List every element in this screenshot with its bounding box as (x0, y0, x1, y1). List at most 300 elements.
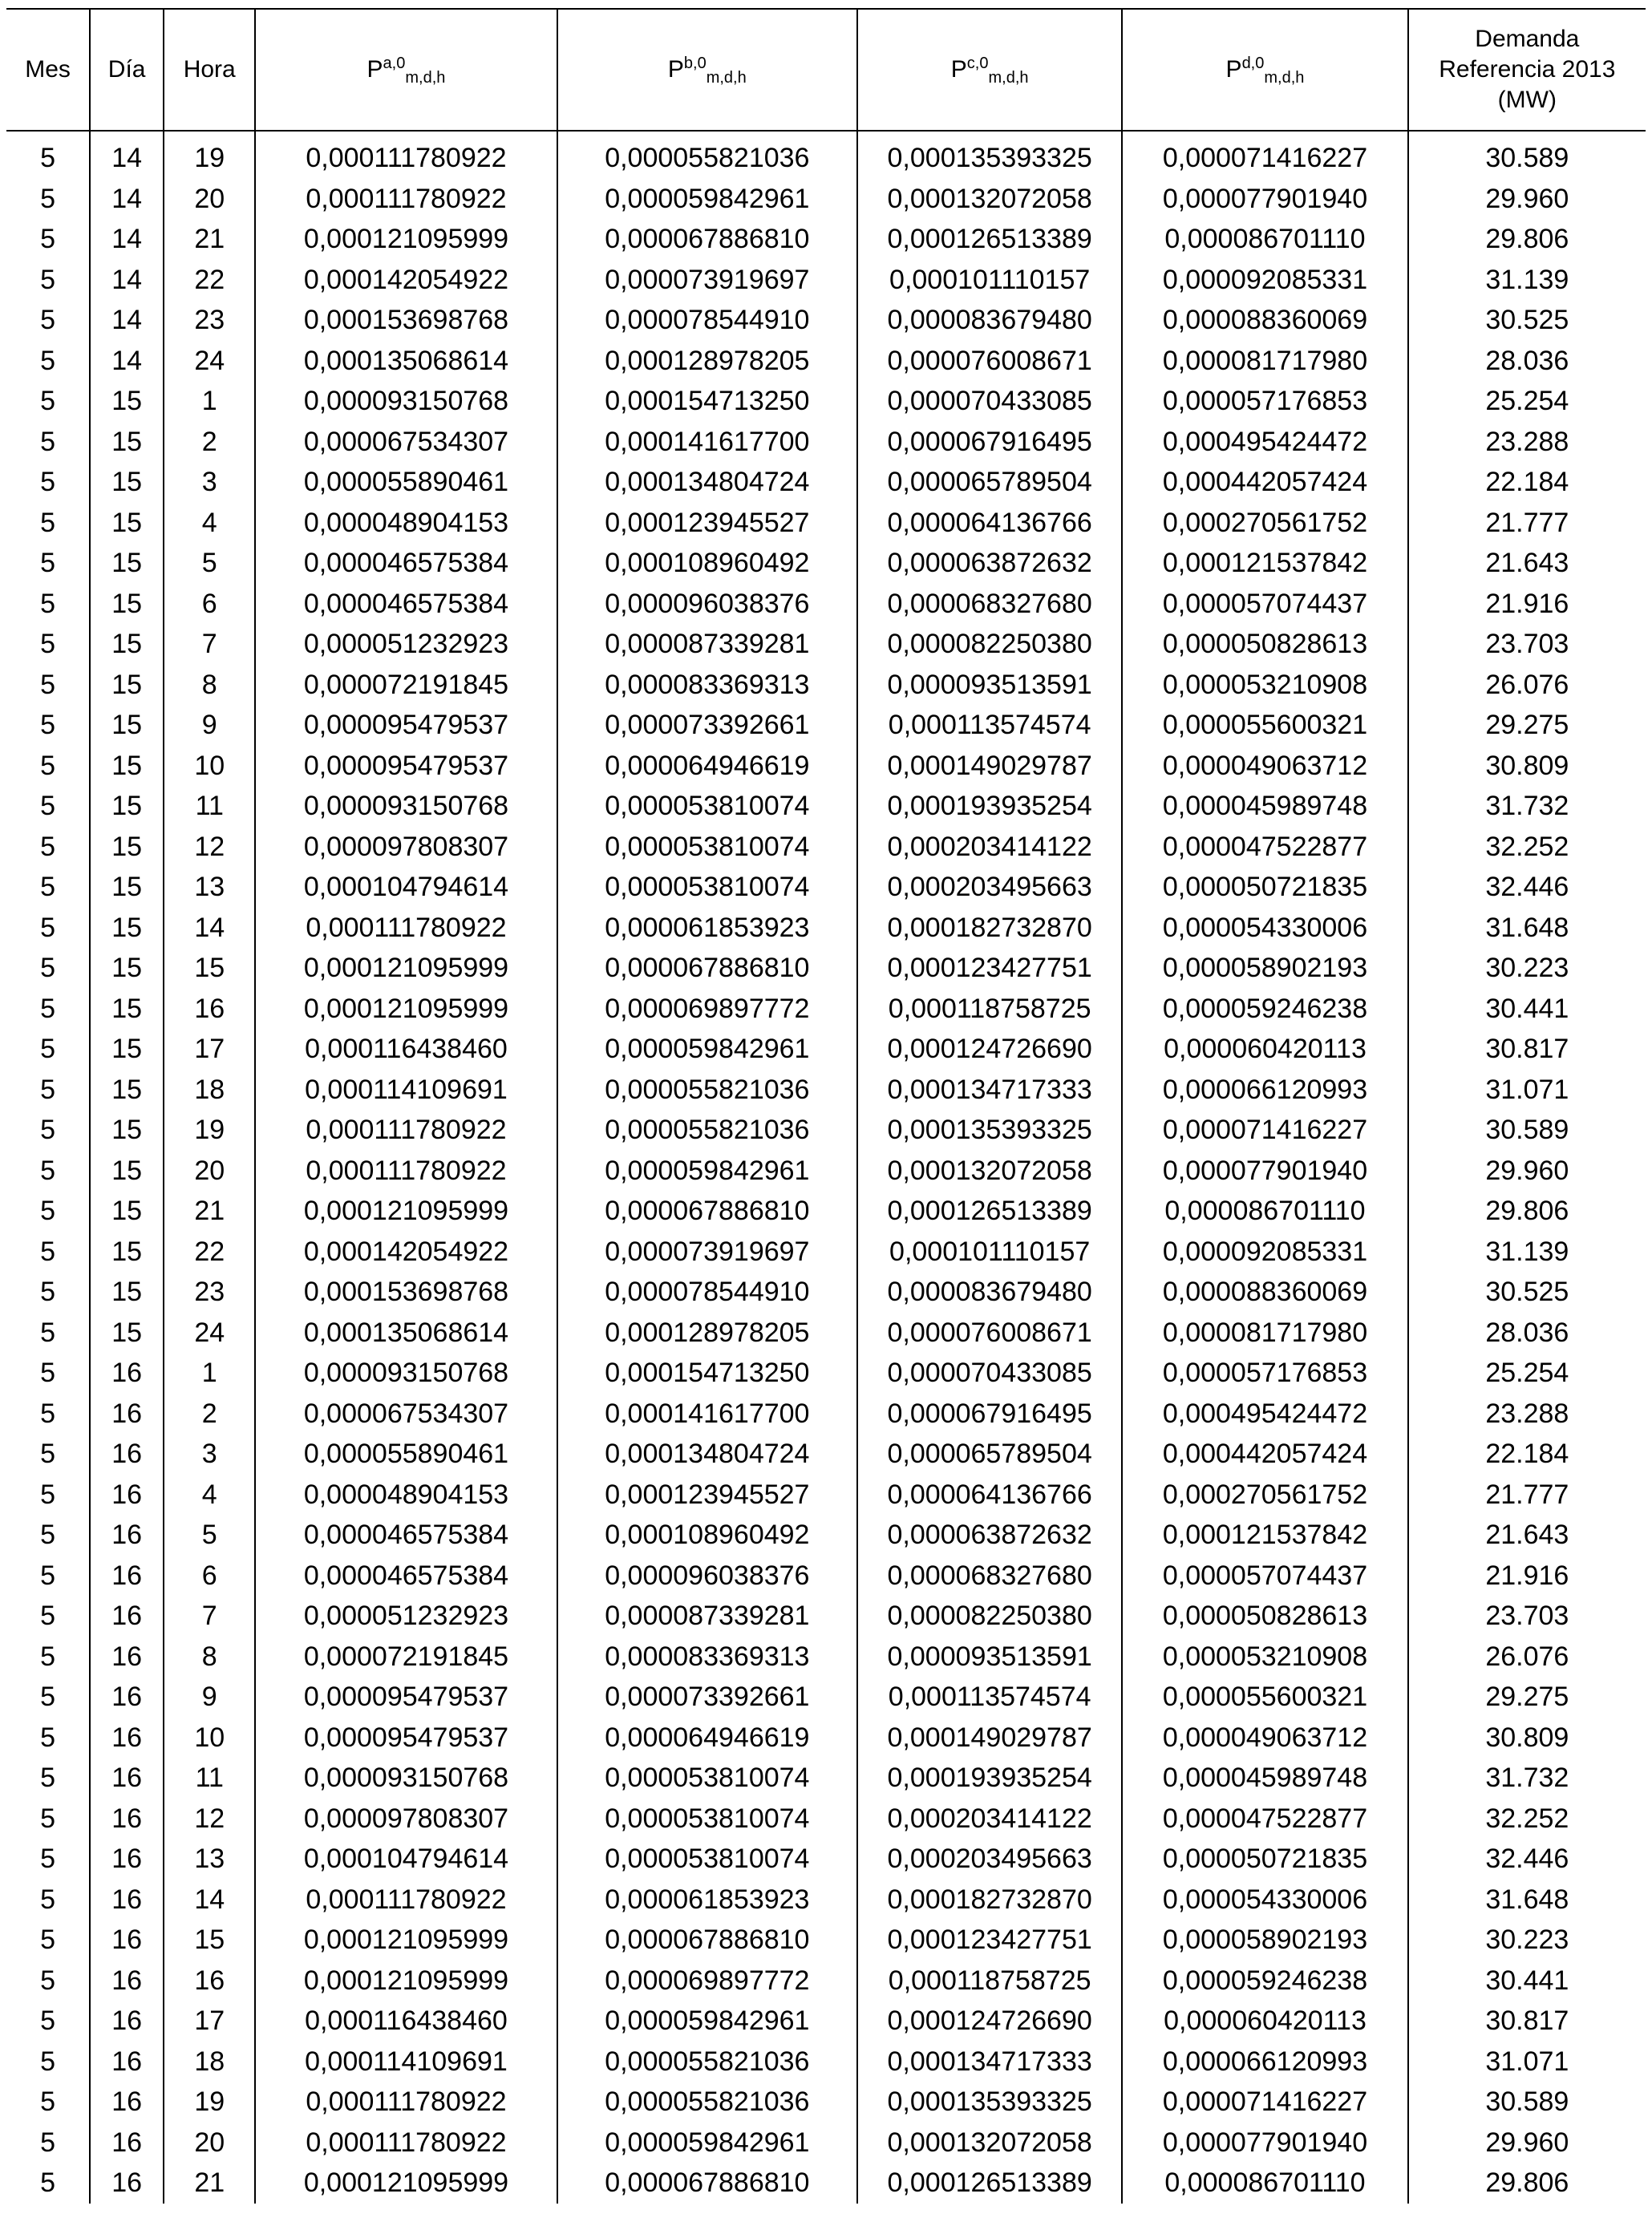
cell-demanda: 29.960 (1408, 1151, 1646, 1192)
cell-pb: 0,000055821036 (557, 1110, 857, 1151)
cell-demanda: 30.589 (1408, 1110, 1646, 1151)
cell-pa: 0,000046575384 (255, 543, 557, 584)
cell-pd: 0,000077901940 (1122, 179, 1407, 220)
cell-demanda: 23.703 (1408, 1596, 1646, 1637)
cell-mes: 5 (40, 1398, 55, 1429)
cell-demanda: 32.446 (1408, 867, 1646, 908)
cell-pc: 0,000123427751 (857, 1920, 1122, 1961)
cell-pd: 0,000055600321 (1122, 1677, 1407, 1718)
cell-demanda: 29.275 (1408, 705, 1646, 746)
cell-pb: 0,000059842961 (557, 179, 857, 220)
cell-pd: 0,000053210908 (1122, 1637, 1407, 1678)
cell-pd: 0,000057074437 (1122, 584, 1407, 625)
cell-pc: 0,000113574574 (857, 1677, 1122, 1718)
cell-dia: 16 (90, 1718, 164, 1759)
cell-pb: 0,000123945527 (557, 503, 857, 544)
cell-pa: 0,000142054922 (255, 260, 557, 301)
header-pa-sup: a,0 (383, 55, 406, 72)
cell-mes: 5 (40, 1074, 55, 1105)
cell-pa: 0,000121095999 (255, 989, 557, 1030)
cell-demanda: 28.036 (1408, 1313, 1646, 1354)
table-row (6, 1677, 1646, 1718)
cell-pc: 0,000083679480 (857, 1272, 1122, 1313)
cell-mes: 5 (40, 2086, 55, 2118)
table-row (6, 1191, 1646, 1232)
cell-mes: 5 (40, 305, 55, 336)
cell-mes: 5 (40, 1479, 55, 1510)
cell-pc: 0,000135393325 (857, 2082, 1122, 2123)
cell-dia: 15 (90, 381, 164, 422)
cell-mes: 5 (40, 2046, 55, 2077)
table-row (6, 1070, 1646, 1111)
cell-pb: 0,000141617700 (557, 1394, 857, 1435)
cell-dia: 15 (90, 543, 164, 584)
table-row (6, 543, 1646, 584)
cell-pb: 0,000128978205 (557, 341, 857, 382)
cell-mes: 5 (40, 1358, 55, 1389)
cell-hora: 18 (164, 2042, 255, 2082)
header-pd-base: P (1225, 56, 1242, 83)
cell-pc: 0,000068327680 (857, 584, 1122, 625)
cell-mes: 5 (40, 588, 55, 619)
header-row (6, 9, 1646, 131)
cell-hora: 12 (164, 827, 255, 868)
cell-mes: 5 (40, 1884, 55, 1915)
cell-dia: 15 (90, 665, 164, 706)
cell-pd: 0,000050828613 (1122, 1596, 1407, 1637)
cell-pc: 0,000082250380 (857, 1596, 1122, 1637)
cell-pc: 0,000134717333 (857, 2042, 1122, 2082)
cell-pd: 0,000059246238 (1122, 1961, 1407, 2001)
cell-pd: 0,000088360069 (1122, 1272, 1407, 1313)
cell-pd: 0,000050721835 (1122, 1839, 1407, 1880)
cell-pb: 0,000096038376 (557, 584, 857, 625)
cell-pc: 0,000101110157 (857, 1232, 1122, 1273)
cell-mes: 5 (40, 2127, 55, 2158)
cell-hora: 23 (164, 1272, 255, 1313)
cell-demanda: 32.252 (1408, 827, 1646, 868)
cell-demanda: 30.441 (1408, 989, 1646, 1030)
cell-pb: 0,000083369313 (557, 665, 857, 706)
header-pb (557, 9, 857, 131)
cell-pd: 0,000047522877 (1122, 827, 1407, 868)
cell-hora: 10 (164, 746, 255, 787)
cell-hora: 6 (164, 1556, 255, 1597)
cell-hora: 8 (164, 1637, 255, 1678)
cell-demanda: 23.703 (1408, 624, 1646, 665)
cell-mes: 5 (40, 183, 55, 214)
cell-demanda: 23.288 (1408, 1394, 1646, 1435)
header-hora: Hora (164, 9, 255, 131)
cell-hora: 13 (164, 1839, 255, 1880)
cell-mes: 5 (40, 548, 55, 579)
cell-pd: 0,000057074437 (1122, 1556, 1407, 1597)
table-row (6, 1434, 1646, 1475)
cell-pa: 0,000095479537 (255, 746, 557, 787)
cell-mes: 5 (40, 143, 55, 174)
cell-dia: 16 (90, 1839, 164, 1880)
cell-pa: 0,000111780922 (255, 1151, 557, 1192)
cell-demanda: 21.643 (1408, 1515, 1646, 1556)
cell-pd: 0,000086701110 (1122, 2163, 1407, 2204)
cell-dia: 15 (90, 1110, 164, 1151)
cell-pd: 0,000060420113 (1122, 1029, 1407, 1070)
table-row (6, 665, 1646, 706)
cell-demanda: 31.071 (1408, 1070, 1646, 1111)
header-pa-base: P (366, 56, 383, 83)
table-row (6, 1029, 1646, 1070)
cell-hora: 2 (164, 1394, 255, 1435)
cell-pb: 0,000061853923 (557, 908, 857, 949)
cell-pa: 0,000111780922 (255, 2082, 557, 2123)
cell-mes: 5 (40, 1439, 55, 1470)
cell-pa: 0,000055890461 (255, 462, 557, 503)
cell-pa: 0,000046575384 (255, 1515, 557, 1556)
cell-dia: 15 (90, 1232, 164, 1273)
header-pd-sub: m,d,h (1264, 69, 1305, 87)
cell-dia: 14 (90, 131, 164, 179)
cell-hora: 14 (164, 1880, 255, 1920)
cell-pd: 0,000055600321 (1122, 705, 1407, 746)
table-row (6, 989, 1646, 1030)
cell-dia: 15 (90, 1029, 164, 1070)
cell-dia: 16 (90, 1637, 164, 1678)
cell-demanda: 29.806 (1408, 2163, 1646, 2204)
table-row (6, 1799, 1646, 1839)
table-row (6, 705, 1646, 746)
cell-dia: 15 (90, 1272, 164, 1313)
cell-dia: 15 (90, 422, 164, 463)
cell-pd: 0,000059246238 (1122, 989, 1407, 1030)
cell-hora: 19 (164, 1110, 255, 1151)
cell-dia: 16 (90, 1880, 164, 1920)
cell-pa: 0,000048904153 (255, 1475, 557, 1516)
table-row (6, 1313, 1646, 1354)
table-row (6, 2001, 1646, 2042)
cell-pd: 0,000045989748 (1122, 786, 1407, 827)
cell-pb: 0,000134804724 (557, 1434, 857, 1475)
table-row (6, 2123, 1646, 2163)
cell-dia: 14 (90, 179, 164, 220)
cell-pa: 0,000114109691 (255, 1070, 557, 1111)
table-row (6, 908, 1646, 949)
table-row (6, 300, 1646, 341)
cell-pd: 0,000071416227 (1122, 1110, 1407, 1151)
cell-pb: 0,000067886810 (557, 219, 857, 260)
cell-hora: 20 (164, 1151, 255, 1192)
cell-pc: 0,000132072058 (857, 179, 1122, 220)
cell-pc: 0,000076008671 (857, 341, 1122, 382)
table-row (6, 219, 1646, 260)
cell-hora: 4 (164, 503, 255, 544)
cell-pd: 0,000054330006 (1122, 908, 1407, 949)
cell-mes: 5 (40, 1115, 55, 1146)
cell-pa: 0,000111780922 (255, 1880, 557, 1920)
cell-pa: 0,000121095999 (255, 1191, 557, 1232)
table-row (6, 1839, 1646, 1880)
cell-hora: 1 (164, 1353, 255, 1394)
cell-hora: 5 (164, 1515, 255, 1556)
cell-pd: 0,000495424472 (1122, 422, 1407, 463)
cell-pa: 0,000153698768 (255, 300, 557, 341)
cell-demanda: 30.441 (1408, 1961, 1646, 2001)
cell-pb: 0,000055821036 (557, 2082, 857, 2123)
cell-hora: 22 (164, 1232, 255, 1273)
cell-mes: 5 (40, 993, 55, 1024)
cell-mes: 5 (40, 1317, 55, 1348)
table-row (6, 1920, 1646, 1961)
cell-demanda: 21.916 (1408, 1556, 1646, 1597)
cell-demanda: 21.643 (1408, 543, 1646, 584)
cell-pc: 0,000118758725 (857, 989, 1122, 1030)
cell-pb: 0,000064946619 (557, 746, 857, 787)
cell-dia: 16 (90, 1677, 164, 1718)
cell-pd: 0,000442057424 (1122, 462, 1407, 503)
cell-pb: 0,000055821036 (557, 131, 857, 179)
cell-pd: 0,000270561752 (1122, 503, 1407, 544)
cell-pc: 0,000064136766 (857, 503, 1122, 544)
cell-pa: 0,000121095999 (255, 1920, 557, 1961)
cell-pa: 0,000046575384 (255, 1556, 557, 1597)
cell-hora: 14 (164, 908, 255, 949)
cell-pa: 0,000055890461 (255, 1434, 557, 1475)
cell-mes: 5 (40, 386, 55, 417)
cell-pb: 0,000073392661 (557, 1677, 857, 1718)
cell-hora: 20 (164, 2123, 255, 2163)
cell-dia: 16 (90, 1799, 164, 1839)
cell-pb: 0,000123945527 (557, 1475, 857, 1516)
table-row (6, 422, 1646, 463)
cell-hora: 11 (164, 786, 255, 827)
cell-dia: 15 (90, 624, 164, 665)
table-row (6, 1394, 1646, 1435)
cell-pc: 0,000083679480 (857, 300, 1122, 341)
cell-pa: 0,000114109691 (255, 2042, 557, 2082)
cell-pb: 0,000134804724 (557, 462, 857, 503)
cell-pc: 0,000063872632 (857, 543, 1122, 584)
cell-dia: 15 (90, 827, 164, 868)
cell-pb: 0,000087339281 (557, 1596, 857, 1637)
cell-hora: 3 (164, 1434, 255, 1475)
cell-dia: 15 (90, 462, 164, 503)
cell-mes: 5 (40, 710, 55, 741)
cell-mes: 5 (40, 2005, 55, 2037)
cell-pb: 0,000059842961 (557, 2001, 857, 2042)
cell-pb: 0,000059842961 (557, 1151, 857, 1192)
cell-pd: 0,000066120993 (1122, 1070, 1407, 1111)
cell-hora: 19 (164, 2082, 255, 2123)
table-row (6, 1880, 1646, 1920)
cell-pb: 0,000055821036 (557, 2042, 857, 2082)
cell-pc: 0,000101110157 (857, 260, 1122, 301)
cell-pa: 0,000093150768 (255, 786, 557, 827)
cell-pa: 0,000072191845 (255, 1637, 557, 1678)
header-pa (255, 9, 557, 131)
cell-pc: 0,000123427751 (857, 948, 1122, 989)
cell-hora: 11 (164, 1758, 255, 1799)
cell-demanda: 31.732 (1408, 1758, 1646, 1799)
cell-pa: 0,000095479537 (255, 1718, 557, 1759)
cell-pc: 0,000118758725 (857, 1961, 1122, 2001)
cell-pa: 0,000135068614 (255, 1313, 557, 1354)
cell-hora: 8 (164, 665, 255, 706)
cell-pa: 0,000051232923 (255, 1596, 557, 1637)
header-pa-sub: m,d,h (405, 69, 446, 87)
cell-hora: 9 (164, 705, 255, 746)
cell-pc: 0,000182732870 (857, 908, 1122, 949)
cell-mes: 5 (40, 1763, 55, 1794)
cell-pb: 0,000096038376 (557, 1556, 857, 1597)
cell-dia: 16 (90, 1556, 164, 1597)
table-row (6, 1151, 1646, 1192)
cell-pc: 0,000132072058 (857, 2123, 1122, 2163)
cell-hora: 23 (164, 300, 255, 341)
cell-pc: 0,000124726690 (857, 1029, 1122, 1070)
cell-dia: 16 (90, 1475, 164, 1516)
cell-pc: 0,000070433085 (857, 381, 1122, 422)
cell-pd: 0,000047522877 (1122, 1799, 1407, 1839)
cell-dia: 15 (90, 1070, 164, 1111)
cell-pb: 0,000053810074 (557, 827, 857, 868)
cell-hora: 16 (164, 1961, 255, 2001)
cell-pa: 0,000048904153 (255, 503, 557, 544)
cell-pd: 0,000121537842 (1122, 1515, 1407, 1556)
cell-pc: 0,000065789504 (857, 1434, 1122, 1475)
cell-pc: 0,000203414122 (857, 1799, 1122, 1839)
cell-mes: 5 (40, 467, 55, 498)
cell-pc: 0,000203495663 (857, 1839, 1122, 1880)
cell-demanda: 29.275 (1408, 1677, 1646, 1718)
cell-pd: 0,000092085331 (1122, 1232, 1407, 1273)
cell-pb: 0,000069897772 (557, 1961, 857, 2001)
cell-mes: 5 (40, 1844, 55, 1875)
table-row (6, 786, 1646, 827)
cell-hora: 24 (164, 1313, 255, 1354)
table-row (6, 2042, 1646, 2082)
cell-pb: 0,000053810074 (557, 1758, 857, 1799)
cell-pa: 0,000046575384 (255, 584, 557, 625)
cell-pd: 0,000081717980 (1122, 341, 1407, 382)
cell-pa: 0,000093150768 (255, 381, 557, 422)
cell-demanda: 21.777 (1408, 1475, 1646, 1516)
cell-pb: 0,000053810074 (557, 867, 857, 908)
cell-dia: 15 (90, 786, 164, 827)
cell-dia: 15 (90, 746, 164, 787)
cell-demanda: 29.806 (1408, 1191, 1646, 1232)
cell-pd: 0,000081717980 (1122, 1313, 1407, 1354)
cell-mes: 5 (40, 2167, 55, 2199)
cell-hora: 7 (164, 1596, 255, 1637)
cell-pb: 0,000083369313 (557, 1637, 857, 1678)
cell-pd: 0,000086701110 (1122, 1191, 1407, 1232)
cell-pd: 0,000050828613 (1122, 624, 1407, 665)
cell-pa: 0,000121095999 (255, 2163, 557, 2204)
cell-pb: 0,000154713250 (557, 1353, 857, 1394)
cell-demanda: 30.525 (1408, 1272, 1646, 1313)
table-row (6, 1961, 1646, 2001)
table-row (6, 260, 1646, 301)
cell-pd: 0,000058902193 (1122, 1920, 1407, 1961)
cell-demanda: 25.254 (1408, 1353, 1646, 1394)
cell-demanda: 31.139 (1408, 260, 1646, 301)
cell-pa: 0,000051232923 (255, 624, 557, 665)
header-pc-base: P (950, 56, 967, 83)
cell-mes: 5 (40, 1560, 55, 1591)
table-row (6, 1232, 1646, 1273)
cell-dia: 16 (90, 2001, 164, 2042)
cell-mes: 5 (40, 1641, 55, 1672)
cell-pb: 0,000069897772 (557, 989, 857, 1030)
cell-mes: 5 (40, 1924, 55, 1956)
cell-dia: 16 (90, 2082, 164, 2123)
table-row (6, 131, 1646, 179)
cell-mes: 5 (40, 345, 55, 376)
cell-pb: 0,000061853923 (557, 1880, 857, 1920)
cell-pc: 0,000182732870 (857, 1880, 1122, 1920)
table-row (6, 584, 1646, 625)
cell-pc: 0,000093513591 (857, 1637, 1122, 1678)
cell-pb: 0,000073919697 (557, 260, 857, 301)
cell-hora: 12 (164, 1799, 255, 1839)
cell-pa: 0,000097808307 (255, 1799, 557, 1839)
cell-pc: 0,000135393325 (857, 131, 1122, 179)
cell-pd: 0,000071416227 (1122, 2082, 1407, 2123)
cell-pa: 0,000072191845 (255, 665, 557, 706)
cell-dia: 16 (90, 1758, 164, 1799)
cell-hora: 2 (164, 422, 255, 463)
table-header (6, 9, 1646, 131)
cell-pb: 0,000073919697 (557, 1232, 857, 1273)
cell-dia: 16 (90, 1961, 164, 2001)
cell-pb: 0,000067886810 (557, 1191, 857, 1232)
cell-pa: 0,000093150768 (255, 1758, 557, 1799)
cell-pc: 0,000203495663 (857, 867, 1122, 908)
cell-pc: 0,000126513389 (857, 2163, 1122, 2204)
cell-dia: 16 (90, 1353, 164, 1394)
table-row (6, 1758, 1646, 1799)
cell-pa: 0,000104794614 (255, 1839, 557, 1880)
cell-pc: 0,000064136766 (857, 1475, 1122, 1516)
cell-pb: 0,000128978205 (557, 1313, 857, 1354)
cell-mes: 5 (40, 264, 55, 295)
cell-demanda: 30.809 (1408, 746, 1646, 787)
cell-dia: 16 (90, 1515, 164, 1556)
cell-pd: 0,000071416227 (1122, 131, 1407, 179)
cell-pb: 0,000064946619 (557, 1718, 857, 1759)
cell-pb: 0,000073392661 (557, 705, 857, 746)
cell-mes: 5 (40, 224, 55, 255)
cell-pa: 0,000067534307 (255, 422, 557, 463)
cell-mes: 5 (40, 750, 55, 781)
table-row (6, 462, 1646, 503)
header-pd-sup: d,0 (1241, 55, 1265, 72)
cell-pd: 0,000077901940 (1122, 1151, 1407, 1192)
cell-pa: 0,000097808307 (255, 827, 557, 868)
cell-dia: 16 (90, 1920, 164, 1961)
cell-demanda: 31.648 (1408, 1880, 1646, 1920)
cell-pb: 0,000053810074 (557, 1839, 857, 1880)
cell-demanda: 23.288 (1408, 422, 1646, 463)
cell-demanda: 26.076 (1408, 665, 1646, 706)
cell-pa: 0,000067534307 (255, 1394, 557, 1435)
table-row (6, 2163, 1646, 2204)
cell-dia: 14 (90, 341, 164, 382)
cell-pc: 0,000082250380 (857, 624, 1122, 665)
cell-dia: 14 (90, 219, 164, 260)
cell-pb: 0,000141617700 (557, 422, 857, 463)
cell-pc: 0,000070433085 (857, 1353, 1122, 1394)
cell-demanda: 30.223 (1408, 1920, 1646, 1961)
